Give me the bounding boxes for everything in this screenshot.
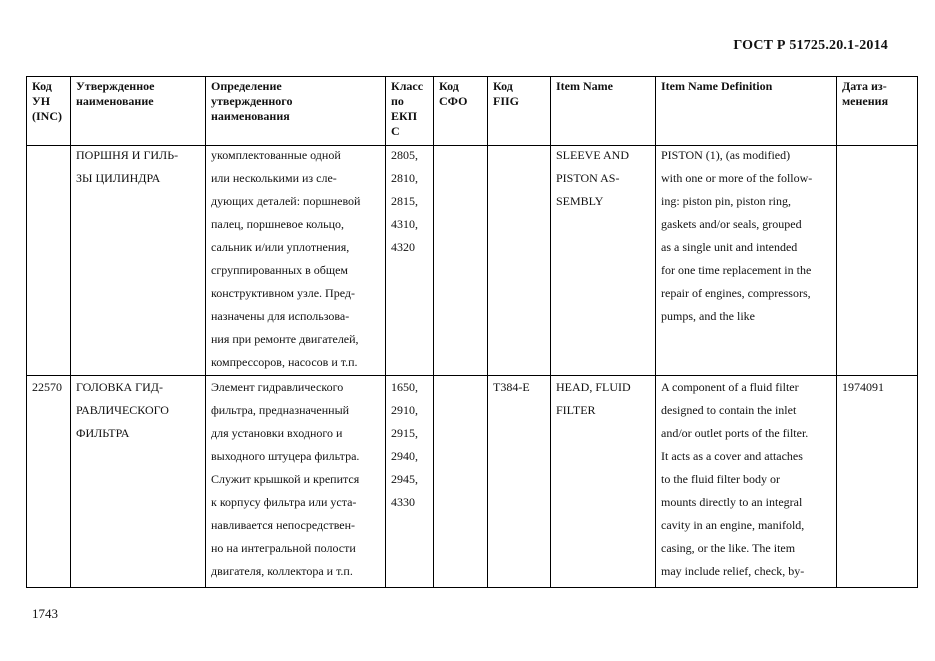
cell-line: HEAD, FLUID <box>556 380 631 394</box>
date-cell <box>837 146 918 376</box>
cell-line: casing, or the like. The item <box>661 541 796 555</box>
cell-line: 1650, <box>391 380 418 394</box>
col-header <box>386 77 434 146</box>
cell-line: cavity in an engine, manifold, <box>661 518 805 532</box>
col-header-line: Код <box>493 79 513 93</box>
col-header-line: наименование <box>76 94 154 108</box>
col-header <box>837 77 918 146</box>
col-header-line: УН <box>32 94 51 108</box>
cell-line: 2940, <box>391 449 418 463</box>
cell-line: ПОРШНЯ И ГИЛЬ- <box>76 148 179 162</box>
cell-line: and/or outlet ports of the filter. <box>661 426 809 440</box>
col-header-line: Утвержденное <box>76 79 155 93</box>
cell-line: сальник и/или уплотнения, <box>211 240 350 254</box>
col-header-line: С <box>391 124 400 138</box>
cell-line: 2945, <box>391 472 418 486</box>
cell-line: A component of a fluid filter <box>661 380 799 394</box>
cell-line: к корпусу фильтра или уста- <box>211 495 357 509</box>
date-cell <box>837 376 918 588</box>
cell-line: Элемент гидравлического <box>211 380 344 394</box>
cell-line: mounts directly to an integral <box>661 495 803 509</box>
item-definition-cell <box>656 376 837 588</box>
col-header-line: (INC) <box>32 109 62 123</box>
cell-line: ing: piston pin, piston ring, <box>661 194 792 208</box>
cell-line: 2815, <box>391 194 418 208</box>
cell-line: SLEEVE AND <box>556 148 629 162</box>
cell-line: as a single unit and intended <box>661 240 798 254</box>
cell-line: фильтра, предназначенный <box>211 403 350 417</box>
col-header-line: СФО <box>439 94 468 108</box>
definition-cell <box>206 146 386 376</box>
col-header <box>206 77 386 146</box>
cell-line: gaskets and/or seals, grouped <box>661 217 802 231</box>
col-header-line: по <box>391 94 404 108</box>
col-header-line: менения <box>842 94 889 108</box>
cell-line: 22570 <box>32 380 62 394</box>
col-header <box>551 77 656 146</box>
cell-line: 4330 <box>391 495 415 509</box>
cell-line: 1974091 <box>842 380 884 394</box>
cell-line: навливается непосредствен- <box>211 518 356 532</box>
cell-line: FILTER <box>556 403 596 417</box>
col-header-line: ЕКП <box>391 109 418 123</box>
col-header-line: Item Name Definition <box>661 79 773 93</box>
cell-line: 4320 <box>391 240 415 254</box>
inc-cell <box>27 376 71 588</box>
col-header-line: Дата из- <box>842 79 887 93</box>
fiig-cell <box>488 376 551 588</box>
cell-line: сгруппированных в общем <box>211 263 349 277</box>
cell-line: но на интегральной полости <box>211 541 356 555</box>
cell-line: repair of engines, compressors, <box>661 286 811 300</box>
col-header-line: Определение <box>211 79 282 93</box>
cell-line: выходного штуцера фильтра. <box>211 449 360 463</box>
col-header-line: Класс <box>391 79 424 93</box>
col-header-line: Код <box>32 79 52 93</box>
col-header <box>656 77 837 146</box>
cell-line: двигателя, коллектора и т.п. <box>211 564 353 578</box>
cell-line: for one time replacement in the <box>661 263 812 277</box>
cell-line: 2805, <box>391 148 418 162</box>
approved-name-cell <box>71 146 206 376</box>
col-header-line: Код <box>439 79 459 93</box>
cell-line: дующих деталей: поршневой <box>211 194 361 208</box>
nomenclature-table <box>26 76 918 588</box>
cell-line: или несколькими из сле- <box>211 171 337 185</box>
col-header <box>27 77 71 146</box>
cell-line: ГОЛОВКА ГИД- <box>76 380 163 394</box>
cell-line: палец, поршневое кольцо, <box>211 217 345 231</box>
inc-cell <box>27 146 71 376</box>
approved-name-cell <box>71 376 206 588</box>
table-row <box>27 376 918 588</box>
cell-line: для установки входного и <box>211 426 343 440</box>
cell-line: 2910, <box>391 403 418 417</box>
cell-line: ЗЫ ЦИЛИНДРА <box>76 171 161 185</box>
cell-line: PISTON (1), (as modified) <box>661 148 791 162</box>
page-number: 1743 <box>32 606 58 621</box>
item-name-cell <box>551 376 656 588</box>
col-header-line: Item Name <box>556 79 613 93</box>
col-header-line: утвержденного <box>211 94 293 108</box>
cell-line: 2810, <box>391 171 418 185</box>
cell-line: may include relief, check, by- <box>661 564 805 578</box>
col-header-line: наименования <box>211 109 290 123</box>
cell-line: конструктивном узле. Пред- <box>211 286 355 300</box>
cell-line: укомплектованные одной <box>211 148 341 162</box>
cell-line: ния при ремонте двигателей, <box>211 332 359 346</box>
class-cell <box>386 376 434 588</box>
cell-line: PISTON AS- <box>556 171 620 185</box>
cell-line: It acts as a cover and attaches <box>661 449 803 463</box>
cell-line: designed to contain the inlet <box>661 403 797 417</box>
class-cell <box>386 146 434 376</box>
col-header <box>71 77 206 146</box>
table-header-row <box>27 77 918 146</box>
cell-line: with one or more of the follow- <box>661 171 813 185</box>
cell-line: 4310, <box>391 217 418 231</box>
definition-cell <box>206 376 386 588</box>
cell-line: to the fluid filter body or <box>661 472 780 486</box>
cell-line: назначены для использова- <box>211 309 350 323</box>
cell-line: pumps, and the like <box>661 309 755 323</box>
cell-line: компрессоров, насосов и т.п. <box>211 355 358 369</box>
sfo-cell <box>434 146 488 376</box>
cell-line: РАВЛИЧЕСКОГО <box>76 403 169 417</box>
table-row <box>27 146 918 376</box>
fiig-cell <box>488 146 551 376</box>
col-header <box>434 77 488 146</box>
cell-line: ФИЛЬТРА <box>76 426 130 440</box>
item-name-cell <box>551 146 656 376</box>
col-header <box>488 77 551 146</box>
cell-line: SEMBLY <box>556 194 604 208</box>
cell-line: 2915, <box>391 426 418 440</box>
cell-line: Служит крышкой и крепится <box>211 472 360 486</box>
item-definition-cell <box>656 146 837 376</box>
cell-line: T384-E <box>493 380 530 394</box>
document-header: ГОСТ Р 51725.20.1-2014 <box>733 38 888 53</box>
sfo-cell <box>434 376 488 588</box>
col-header-line: FIIG <box>493 94 520 108</box>
